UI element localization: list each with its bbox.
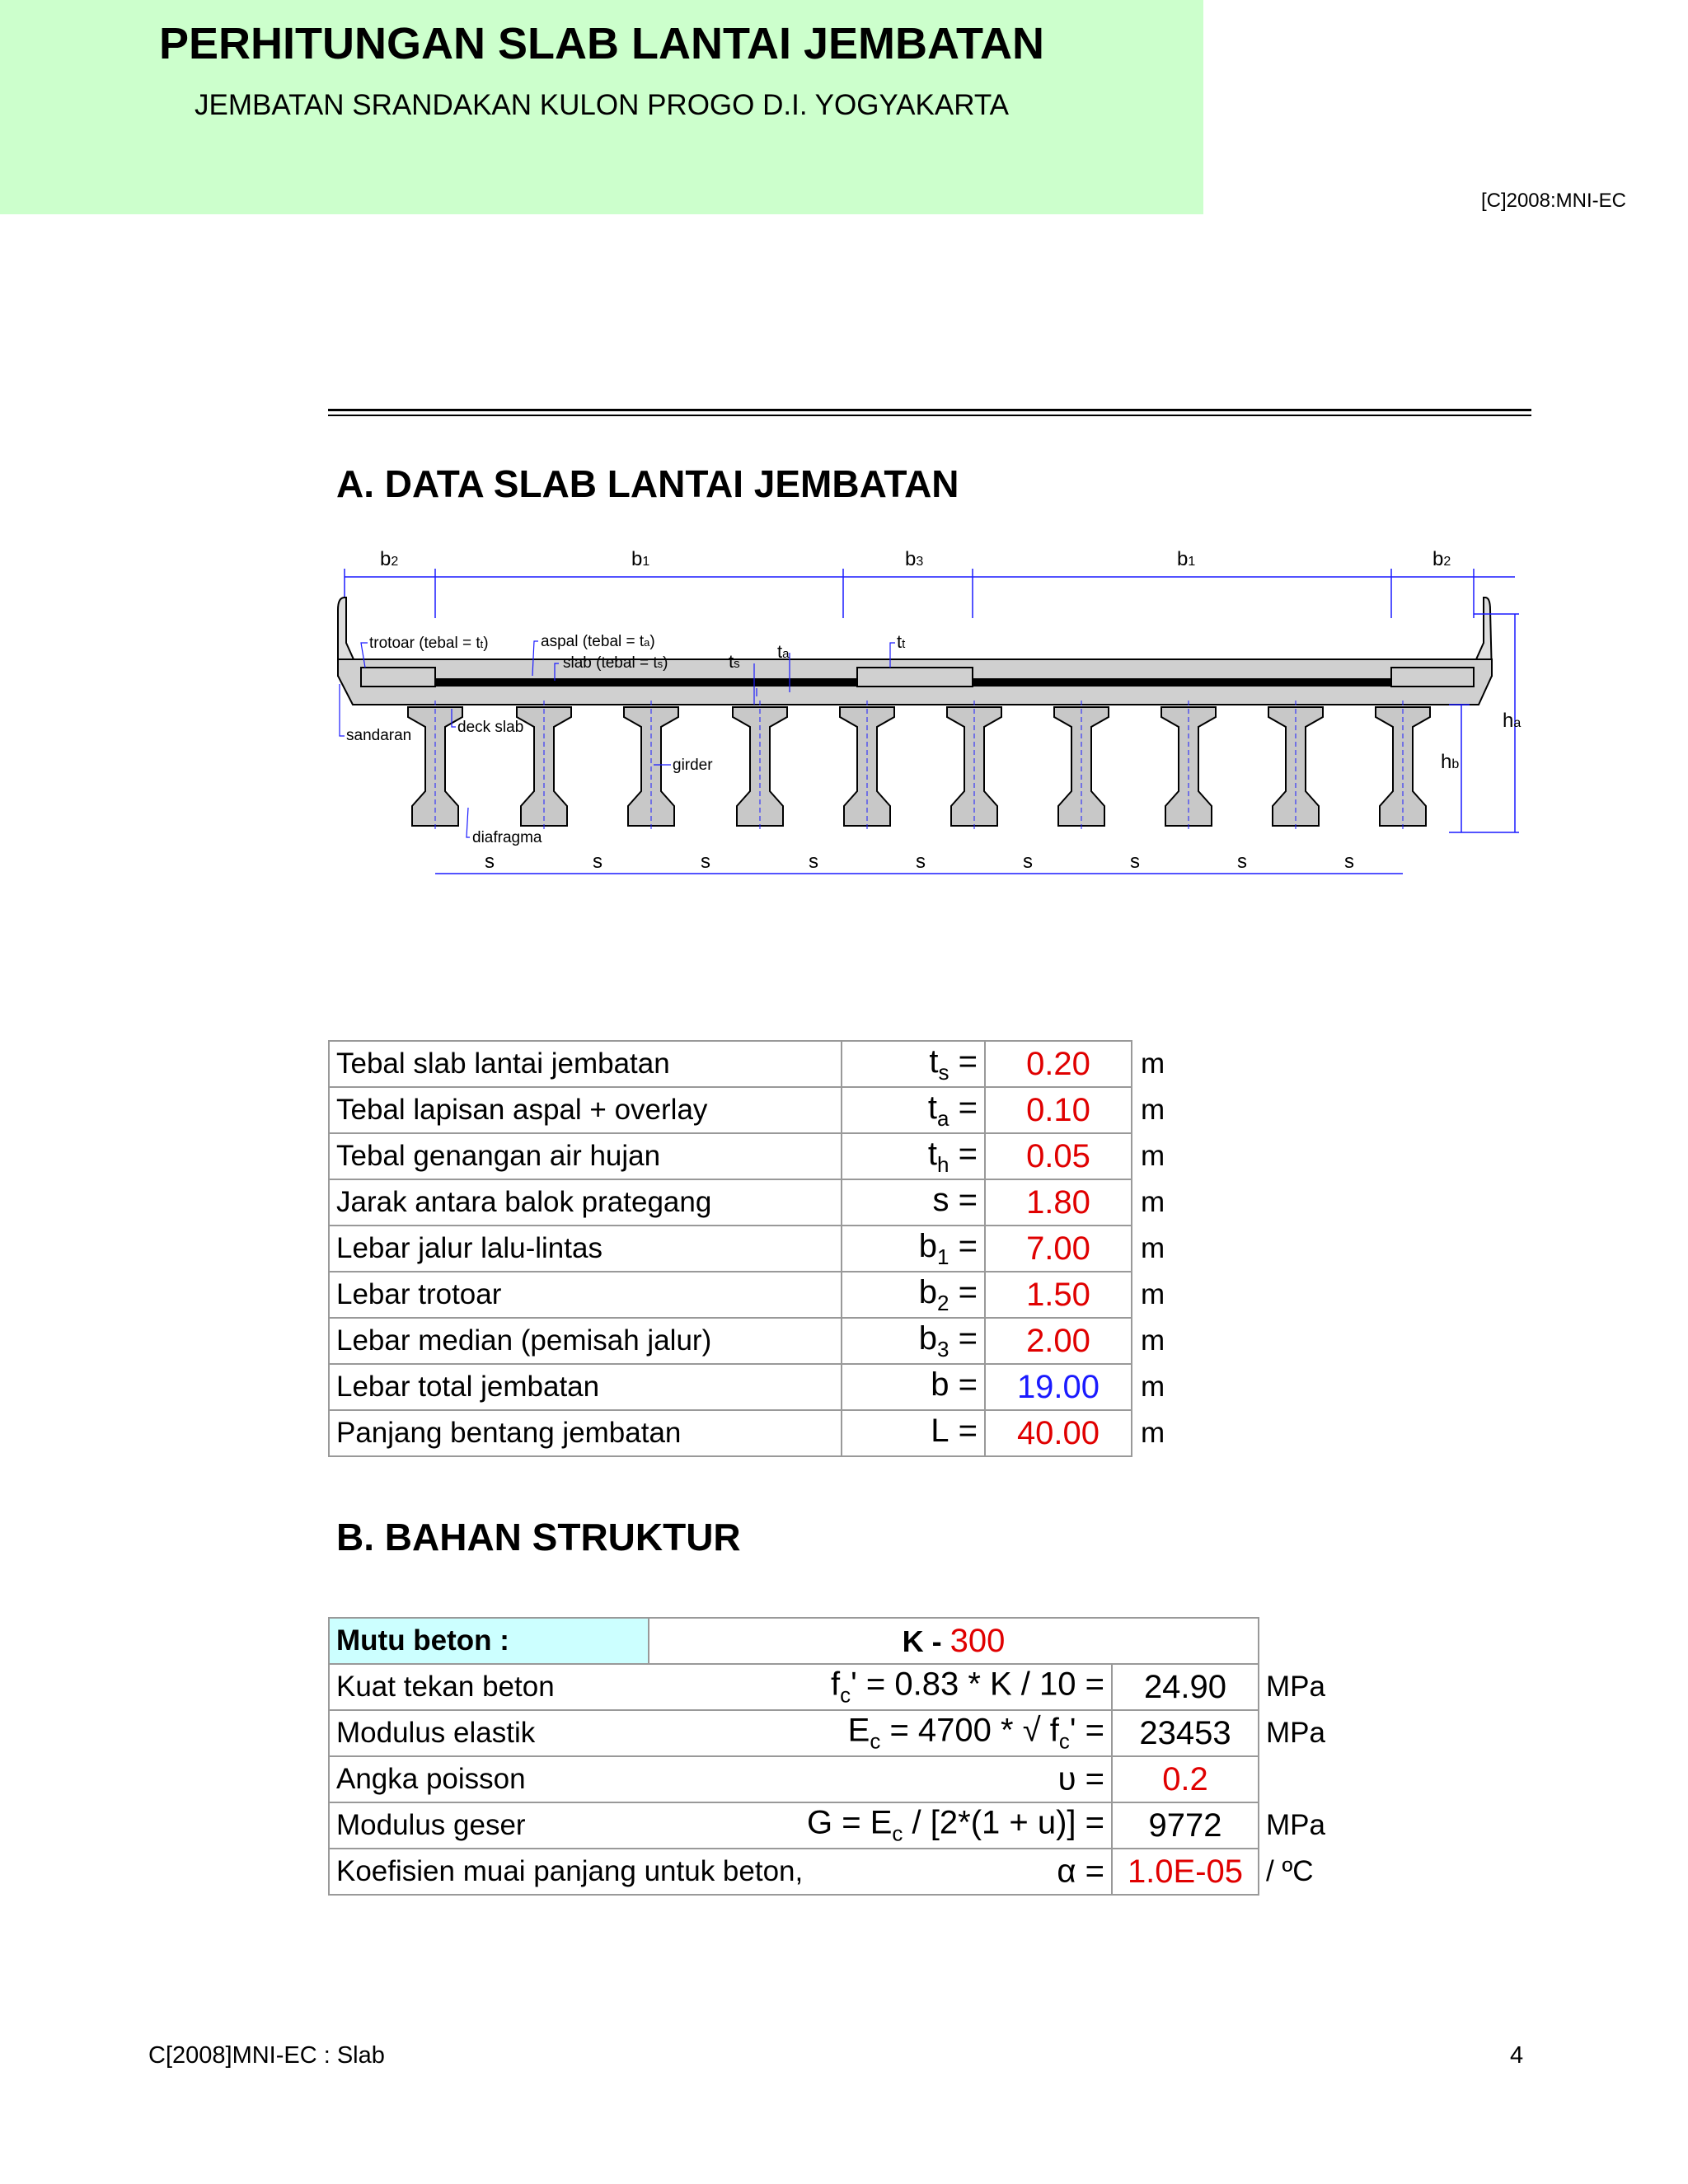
row-label: Tebal genangan air hujan xyxy=(329,1133,842,1179)
material-value: 24.90 xyxy=(1112,1664,1259,1710)
material-row xyxy=(329,1802,1326,1849)
spacing-label: s xyxy=(809,851,818,873)
slab-data-row xyxy=(329,1133,1165,1179)
spacing-label: s xyxy=(1237,851,1247,873)
row-unit: m xyxy=(1141,1047,1165,1080)
material-label-cell xyxy=(329,1849,1112,1895)
material-label-cell xyxy=(329,1710,1112,1756)
top-dimension-line xyxy=(345,569,1515,618)
slab-data-row xyxy=(329,1364,1165,1410)
trotoar-label: trotoar (tebal = tt) xyxy=(369,635,489,652)
material-label: Modulus geser xyxy=(336,1809,526,1841)
dim-label: b3 xyxy=(905,548,924,570)
material-label: Modulus elastik xyxy=(336,1717,536,1749)
material-value: 9772 xyxy=(1112,1802,1259,1849)
material-label-cell xyxy=(329,1664,1112,1710)
median xyxy=(857,668,973,687)
spacing-label: s xyxy=(485,851,495,873)
spacing-label: s xyxy=(916,851,926,873)
dim-label: b1 xyxy=(1177,548,1196,570)
slab-data-table xyxy=(328,1040,1166,1457)
material-row xyxy=(329,1849,1326,1895)
material-label-cell xyxy=(329,1802,1112,1849)
slab-data-row xyxy=(329,1041,1165,1087)
bridge-cross-section-diagram xyxy=(328,544,1531,890)
row-symbol: $t_a$ = xyxy=(842,1087,985,1133)
row-value: 40.00 xyxy=(985,1410,1132,1456)
material-unit xyxy=(1259,1756,1326,1802)
material-formula: $E_c = 4700$ * √ $f_c'$ = xyxy=(847,1712,1104,1754)
slab-data-row xyxy=(329,1272,1165,1318)
row-label: Tebal slab lantai jembatan xyxy=(329,1041,842,1087)
row-unit: m xyxy=(1141,1232,1165,1264)
hb-label: hb xyxy=(1441,751,1460,773)
material-value: 23453 xyxy=(1112,1710,1259,1756)
row-value: 0.05 xyxy=(985,1133,1132,1179)
header-rule-bottom xyxy=(328,415,1531,416)
material-value: 1.0E-05 xyxy=(1112,1849,1259,1895)
footer-label: C[2008]MNI-EC : Slab xyxy=(148,2042,385,2069)
material-header-row xyxy=(329,1618,1326,1664)
row-symbol: $t_h$ = xyxy=(842,1133,985,1179)
row-symbol: $b_1$ = xyxy=(842,1226,985,1272)
row-value: 2.00 xyxy=(985,1318,1132,1364)
material-formula: α = xyxy=(1057,1853,1104,1890)
slab-data-row xyxy=(329,1318,1165,1364)
material-table xyxy=(328,1617,1327,1896)
page-title: PERHITUNGAN SLAB LANTAI JEMBATAN xyxy=(159,19,1044,68)
mutu-beton-label: Mutu beton : xyxy=(329,1618,649,1664)
row-label: Lebar median (pemisah jalur) xyxy=(329,1318,842,1364)
diafragma-label: diafragma xyxy=(472,829,542,846)
slab-data-row xyxy=(329,1179,1165,1226)
material-row xyxy=(329,1710,1326,1756)
concrete-grade: K - 300 xyxy=(649,1618,1259,1664)
material-unit: MPa xyxy=(1266,1809,1325,1841)
ts-label: ts xyxy=(729,651,740,672)
spacing-label: s xyxy=(1344,851,1354,873)
row-symbol: s = xyxy=(842,1179,985,1226)
row-unit: m xyxy=(1141,1324,1165,1357)
slab-label: slab (tebal = ts) xyxy=(563,654,668,672)
row-symbol: b = xyxy=(842,1364,985,1410)
spacing-label: s xyxy=(701,851,710,873)
section-a-title: A. DATA SLAB LANTAI JEMBATAN xyxy=(336,462,959,505)
material-unit: / ºC xyxy=(1266,1855,1314,1887)
section-b-title: B. BAHAN STRUKTUR xyxy=(336,1516,741,1558)
row-value: 7.00 xyxy=(985,1226,1132,1272)
material-label: Koefisien muai panjang untuk beton, xyxy=(336,1855,804,1887)
material-unit: MPa xyxy=(1266,1671,1325,1703)
row-value: 0.10 xyxy=(985,1087,1132,1133)
material-unit: MPa xyxy=(1266,1717,1325,1749)
row-unit: m xyxy=(1141,1186,1165,1218)
girder-spacing-dimensions xyxy=(435,851,1403,874)
row-label: Tebal lapisan aspal + overlay xyxy=(329,1087,842,1133)
header-banner xyxy=(0,0,1626,214)
material-label-cell xyxy=(329,1756,1112,1802)
row-label: Lebar trotoar xyxy=(329,1272,842,1318)
material-row xyxy=(329,1756,1326,1802)
row-unit: m xyxy=(1141,1094,1165,1126)
spacing-label: s xyxy=(593,851,603,873)
tt-label: tt xyxy=(897,631,906,652)
ha-label: ha xyxy=(1503,710,1522,732)
slab-data-row xyxy=(329,1087,1165,1133)
row-symbol: $b_3$ = xyxy=(842,1318,985,1364)
dim-label: b2 xyxy=(1432,548,1451,570)
row-value: 1.50 xyxy=(985,1272,1132,1318)
row-label: Lebar total jembatan xyxy=(329,1364,842,1410)
material-formula: υ = xyxy=(1057,1760,1104,1797)
slab-data-row xyxy=(329,1226,1165,1272)
row-label: Panjang bentang jembatan xyxy=(329,1410,842,1456)
ta-label: ta xyxy=(777,641,790,662)
row-symbol: $t_s$ = xyxy=(842,1041,985,1087)
row-value: 0.20 xyxy=(985,1041,1132,1087)
row-unit: m xyxy=(1141,1140,1165,1172)
copyright-note: [C]2008:MNI-EC xyxy=(1480,190,1626,212)
row-unit: m xyxy=(1141,1278,1165,1310)
aspal-label: aspal (tebal = ta) xyxy=(541,633,655,650)
dim-label: b2 xyxy=(380,548,399,570)
spacing-label: s xyxy=(1023,851,1033,873)
sidewalk-right xyxy=(1391,668,1474,687)
sidewalk-left xyxy=(361,668,435,687)
row-symbol: $b_2$ = xyxy=(842,1272,985,1318)
page-number: 4 xyxy=(1510,2042,1524,2069)
spacing-label: s xyxy=(1130,851,1140,873)
material-row xyxy=(329,1664,1326,1710)
material-value: 0.2 xyxy=(1112,1756,1259,1802)
row-unit: m xyxy=(1141,1417,1165,1449)
material-formula: $f_c' = 0.83 * K / 10$ = xyxy=(831,1666,1104,1708)
sandaran-label: sandaran xyxy=(346,727,412,744)
row-symbol: L = xyxy=(842,1410,985,1456)
girder-label: girder xyxy=(673,757,713,774)
material-formula: $G = E_c / [2*(1 + u)]$ = xyxy=(807,1804,1104,1846)
page-subtitle: JEMBATAN SRANDAKAN KULON PROGO D.I. YOGYAKARTA xyxy=(195,89,1009,121)
slab-data-row xyxy=(329,1410,1165,1456)
row-label: Lebar jalur lalu-lintas xyxy=(329,1226,842,1272)
material-label: Kuat tekan beton xyxy=(336,1671,555,1703)
header-rule-top xyxy=(328,409,1531,411)
material-label: Angka poisson xyxy=(336,1763,526,1795)
deck-slab-label: deck slab xyxy=(457,719,524,736)
row-label: Jarak antara balok prategang xyxy=(329,1179,842,1226)
row-unit: m xyxy=(1141,1371,1165,1403)
row-value: 1.80 xyxy=(985,1179,1132,1226)
girders xyxy=(408,701,1430,832)
dim-label: b1 xyxy=(631,548,650,570)
row-value: 19.00 xyxy=(985,1364,1132,1410)
